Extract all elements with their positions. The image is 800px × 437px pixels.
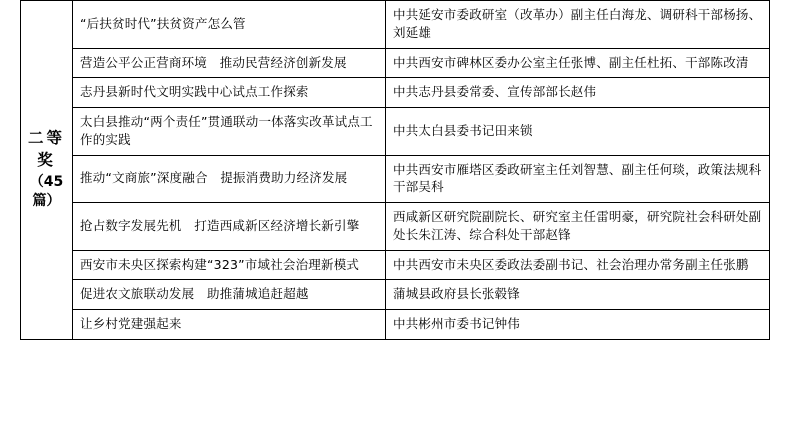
table-row: [21, 78, 770, 108]
entry-person: 西咸新区研究院副院长、研究室主任雷明豪，研究院社会科研处副处长朱江涛、综合科处干部赵锋: [386, 203, 770, 251]
entry-person: 中共西安市碑林区委办公室主任张博、副主任杜拓、干部陈改清: [386, 48, 770, 78]
entry-person: 中共西安市未央区委政法委副书记、社会治理办常务副主任张鹏: [386, 250, 770, 280]
table-row: [21, 310, 770, 340]
entry-person: 中共彬州市委书记钟伟: [386, 310, 770, 340]
table-row: [21, 250, 770, 280]
table-row: [21, 108, 770, 156]
entry-title: 推动“文商旅”深度融合 提振消费助力经济发展: [73, 155, 386, 203]
entry-title: 抢占数字发展先机 打造西咸新区经济增长新引擎: [73, 203, 386, 251]
entry-person: 中共西安市雁塔区委政研室主任刘智慧、副主任何琰，政策法规科干部吴科: [386, 155, 770, 203]
award-rank-cell: [21, 1, 73, 340]
table-row: [21, 155, 770, 203]
award-table: [20, 0, 770, 340]
entry-person: 中共太白县委书记田来锁: [386, 108, 770, 156]
table-row: [21, 48, 770, 78]
table-row: [21, 1, 770, 49]
award-rank-label-line1: 二等奖: [28, 128, 66, 169]
entry-title: 让乡村党建强起来: [73, 310, 386, 340]
entry-title: 志丹县新时代文明实践中心试点工作探索: [73, 78, 386, 108]
entry-person: 中共志丹县委常委、宣传部部长赵伟: [386, 78, 770, 108]
award-rank-label-line2: （45 篇）: [29, 173, 64, 210]
entry-title: “后扶贫时代”扶贫资产怎么管: [73, 1, 386, 49]
entry-title: 西安市未央区探索构建“323”市域社会治理新模式: [73, 250, 386, 280]
entry-title: 太白县推动“两个责任”贯通联动一体落实改革试点工作的实践: [73, 108, 386, 156]
entry-person: 蒲城县政府县长张毂锋: [386, 280, 770, 310]
award-table-body: [21, 1, 770, 340]
entry-title: 促进农文旅联动发展 助推蒲城追赶超越: [73, 280, 386, 310]
table-row: [21, 203, 770, 251]
table-row: [21, 280, 770, 310]
entry-person: 中共延安市委政研室（改革办）副主任白海龙、调研科干部杨扬、刘延雄: [386, 1, 770, 49]
entry-title: 营造公平公正营商环境 推动民营经济创新发展: [73, 48, 386, 78]
